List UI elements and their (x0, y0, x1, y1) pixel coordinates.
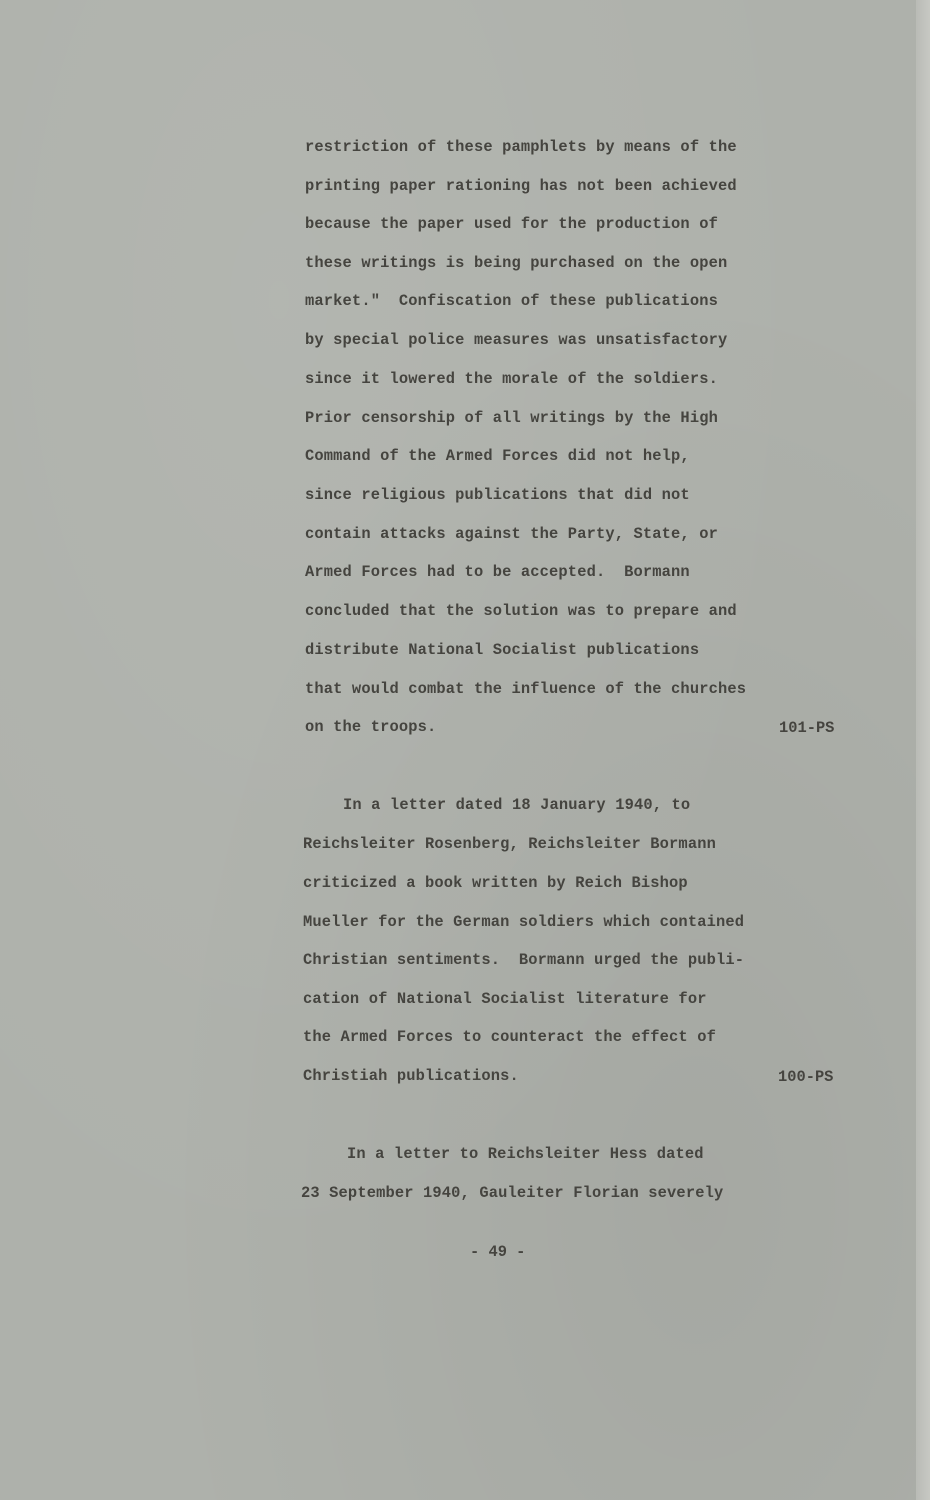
paragraph-line: Mueller for the German soldiers which contained (303, 913, 745, 931)
exhibit-reference: 100-PS (778, 1068, 834, 1086)
paragraph-line: market." Confiscation of these publications (305, 292, 718, 310)
paragraph-line: Christian sentiments. Bormann urged the publi- (303, 951, 745, 969)
paragraph-line: because the paper used for the production of (305, 215, 718, 233)
paragraph-line: Armed Forces had to be accepted. Bormann (305, 563, 690, 581)
paragraph-line: In a letter dated 18 January 1940, to (343, 796, 691, 814)
paragraph-line: 23 September 1940, Gauleiter Florian severely (301, 1184, 724, 1202)
paragraph-line: the Armed Forces to counteract the effect of (303, 1028, 716, 1046)
paper-edge (916, 0, 930, 1500)
paragraph-line: Command of the Armed Forces did not help, (305, 447, 690, 465)
paragraph-line: on the troops. (305, 718, 437, 736)
paragraph-line: that would combat the influence of the churches (305, 680, 747, 698)
paragraph-line: since it lowered the morale of the soldiers. (305, 370, 718, 388)
paragraph-line: In a letter to Reichsleiter Hess dated (347, 1145, 704, 1163)
paragraph-line: cation of National Socialist literature for (303, 990, 707, 1008)
exhibit-reference: 101-PS (779, 719, 835, 737)
paragraph-line: since religious publications that did not (305, 486, 690, 504)
paragraph-line: these writings is being purchased on the open (305, 254, 728, 272)
paragraph-line: by special police measures was unsatisfactory (305, 331, 728, 349)
paragraph-line: Christiah publications. (303, 1067, 519, 1085)
paragraph-line: printing paper rationing has not been achieved (305, 177, 737, 195)
paragraph-line: criticized a book written by Reich Bishop (303, 874, 688, 892)
page-number: - 49 - (470, 1243, 526, 1261)
paragraph-line: restriction of these pamphlets by means of the (305, 138, 737, 156)
paragraph-line: distribute National Socialist publications (305, 641, 700, 659)
paragraph-line: concluded that the solution was to prepare and (305, 602, 737, 620)
paragraph-line: Prior censorship of all writings by the High (305, 409, 718, 427)
paragraph-line: Reichsleiter Rosenberg, Reichsleiter Bormann (303, 835, 716, 853)
paragraph-line: contain attacks against the Party, State, or (305, 525, 718, 543)
